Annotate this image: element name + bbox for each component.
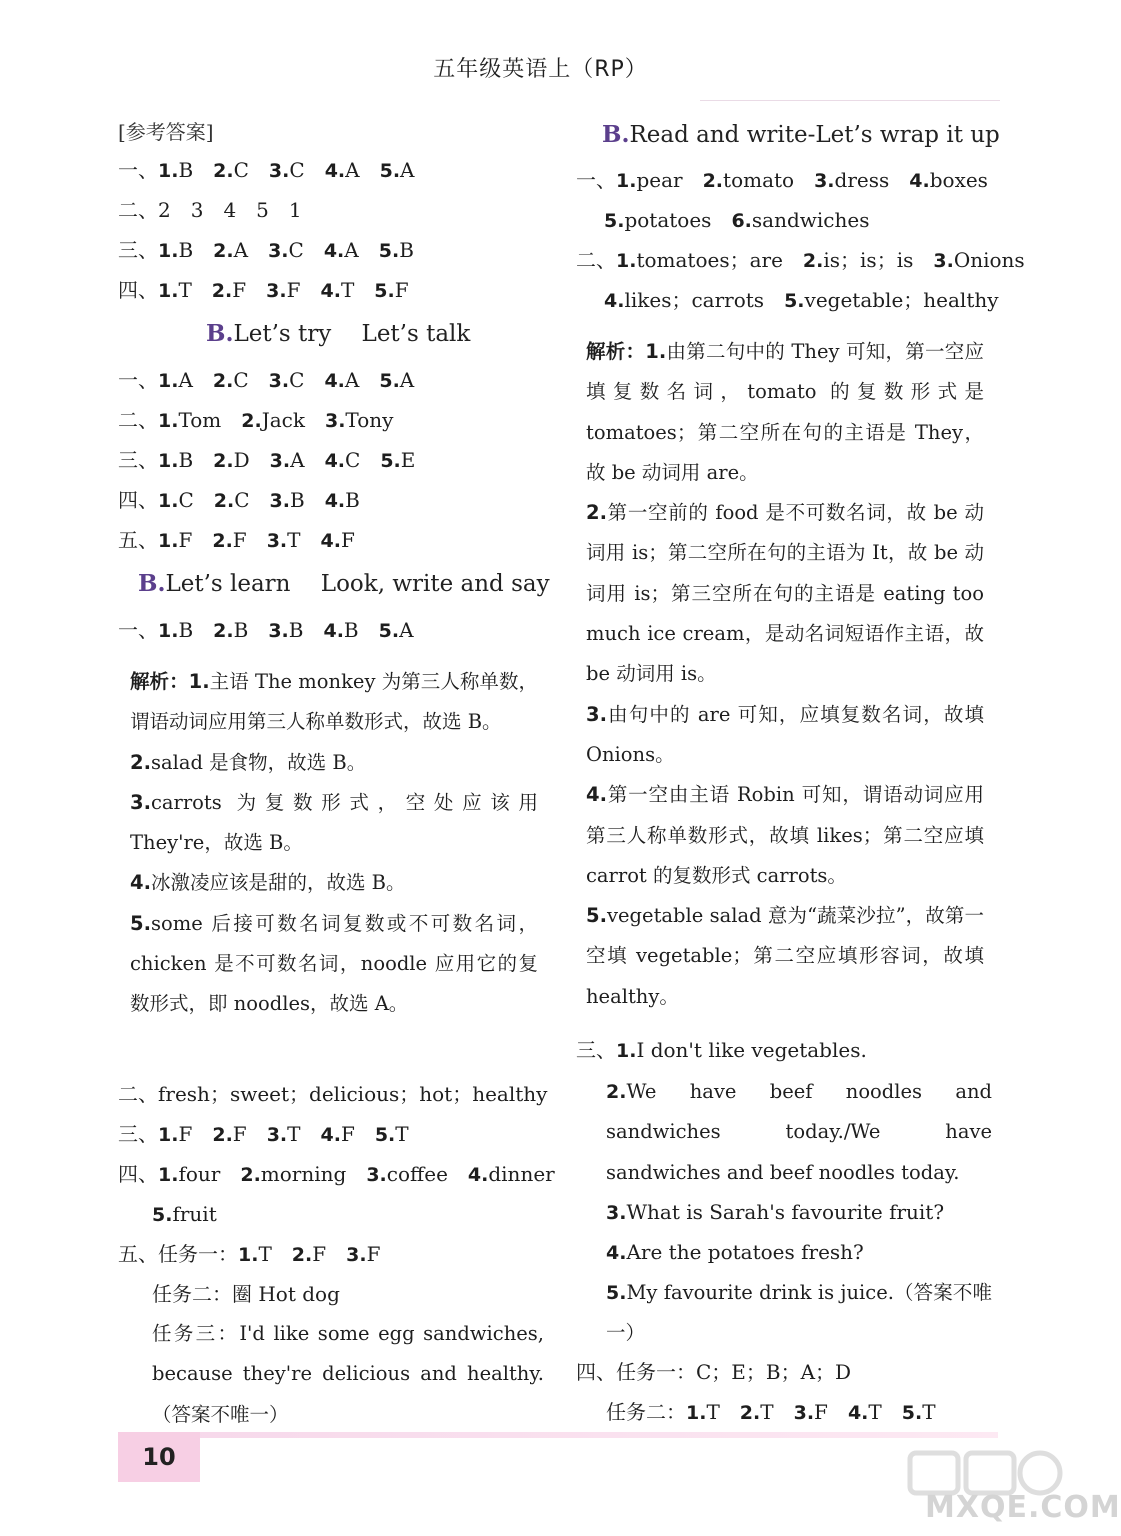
item-answer: F: [232, 1122, 247, 1146]
item-number: 2.: [702, 170, 724, 192]
item-number: 3.: [324, 410, 346, 432]
item-answer: F: [366, 1242, 381, 1266]
item-number: 4.: [604, 290, 625, 312]
item-number: 2.: [802, 250, 824, 272]
item-answer: T: [287, 1122, 301, 1146]
item-number: 4.: [467, 1164, 489, 1186]
answer-row: [118, 1234, 400, 1274]
item-number: 1.: [158, 1124, 179, 1146]
item-answer: A: [178, 368, 193, 392]
section-letter: B.: [206, 320, 234, 347]
item-number: 4.: [606, 1242, 627, 1264]
item-answer: B: [343, 618, 359, 642]
item-number: 5.: [374, 1124, 396, 1146]
row-prefix: 三、: [118, 448, 158, 472]
item-answer: tomatoes；are: [636, 248, 783, 272]
analysis-item: [586, 332, 984, 493]
item-answer: T: [922, 1400, 936, 1424]
answer-row: [576, 160, 1008, 200]
section-letter: B.: [602, 121, 630, 148]
item-number: 5.: [378, 240, 400, 262]
item-answer: T: [760, 1400, 774, 1424]
answer-row: [118, 400, 413, 440]
analysis-text: carrots 为复数形式，空处应该用 They're，故选 B。: [130, 790, 538, 855]
item-text: I don't like vegetables.: [636, 1038, 867, 1062]
item-answer: A: [399, 618, 414, 642]
row-prefix: 二、: [576, 248, 616, 272]
analysis-number: 2.: [130, 750, 151, 774]
row-prefix: 三、: [118, 1122, 158, 1146]
analysis-number: 4.: [586, 783, 607, 807]
item-answer: F: [232, 528, 247, 552]
row-prefix: 四、: [118, 488, 158, 512]
row-prefix: 二、: [118, 408, 158, 432]
item-answer: A: [345, 158, 360, 182]
page-number: 10: [142, 1443, 176, 1471]
item-number: 5.: [784, 290, 805, 312]
row-prefix: 三、: [118, 238, 158, 262]
analysis-item: [130, 863, 538, 903]
item-answer: F: [286, 278, 301, 302]
item-number: 1.: [158, 240, 179, 262]
item-number: 1.: [616, 1040, 637, 1062]
item-number: 1.: [616, 250, 637, 272]
item-number: 5.: [152, 1204, 173, 1226]
item-answer: F: [814, 1400, 828, 1424]
item-number: 2.: [211, 280, 233, 302]
item-answer: E: [400, 448, 416, 472]
item-answer: C: [234, 488, 250, 512]
item-answer: A: [399, 368, 415, 392]
item-answer: tomato: [723, 168, 795, 192]
item-number: 4.: [324, 450, 346, 472]
item-answer: A: [344, 238, 359, 262]
item-answer: F: [178, 528, 193, 552]
watermark-text: MXQE.COM: [925, 1490, 1121, 1525]
item-number: 5.: [604, 210, 625, 232]
row-prefix: 二、: [118, 198, 158, 222]
item-number: 3.: [266, 1124, 288, 1146]
item-number: 5.: [378, 620, 400, 642]
item-answer: likes；carrots: [624, 288, 765, 312]
answer-row: 二、fresh；sweet；delicious；hot；healthy: [118, 1082, 548, 1106]
answer-row: [118, 1114, 429, 1154]
section-title: Read and write-Let’s wrap it up: [629, 122, 1000, 148]
sentence-answer: [606, 1232, 864, 1272]
analysis-number: 3.: [130, 790, 151, 814]
item-answer: potatoes: [624, 208, 712, 232]
task-line: 任务三：I'd like some egg sandwiches, because they're delicious and healthy.（答案不唯一）: [152, 1322, 544, 1426]
answer-row: [118, 360, 434, 400]
item-number: 1.: [686, 1402, 707, 1424]
item-answer: F: [394, 278, 409, 302]
item-number: 4.: [320, 280, 341, 302]
section-heading: [602, 115, 1000, 155]
item-number: 4.: [323, 620, 344, 642]
item-answer: F: [312, 1242, 327, 1266]
item-text: What is Sarah's favourite fruit?: [626, 1200, 945, 1224]
item-answer: fruit: [172, 1202, 217, 1226]
item-answer: Tony: [345, 408, 394, 432]
item-number: 5.: [380, 450, 401, 472]
item-number: 5.: [379, 370, 400, 392]
answer-row: [118, 150, 435, 190]
sentence-answer: [606, 1072, 992, 1193]
item-answer: B: [178, 158, 194, 182]
analysis-block: [586, 332, 984, 1017]
item-number: 2.: [213, 160, 234, 182]
item-answer: sandwiches: [751, 208, 870, 232]
answer-row: [576, 1030, 867, 1070]
item-answer: B: [289, 488, 305, 512]
item-answer: F: [178, 1122, 193, 1146]
item-number: 2.: [739, 1402, 761, 1424]
item-answer: B: [399, 238, 414, 262]
item-answer: B: [178, 238, 194, 262]
item-answer: boxes: [929, 168, 988, 192]
answer-row: [118, 520, 375, 560]
item-answer: C: [178, 488, 194, 512]
item-number: 1.: [158, 490, 179, 512]
analysis-number: 3.: [586, 702, 607, 726]
item-number: 1.: [158, 280, 179, 302]
analysis-text: 由句中的 are 可知，应填复数名词，故填 Onions。: [586, 702, 984, 766]
item-number: 1.: [238, 1244, 259, 1266]
item-answer: vegetable；healthy: [804, 288, 999, 312]
item-text: Are the potatoes fresh?: [626, 1240, 864, 1264]
item-answer: F: [340, 528, 355, 552]
item-number: 2.: [241, 410, 262, 432]
item-answer: A: [290, 448, 305, 472]
item-answer: B: [233, 618, 249, 642]
item-number: 3.: [814, 170, 835, 192]
item-answer: T: [395, 1122, 409, 1146]
task-line: 任务二：圈 Hot dog: [152, 1282, 340, 1306]
item-answer: A: [344, 368, 360, 392]
row-prefix: 四、: [118, 1162, 158, 1186]
item-answer: F: [232, 278, 247, 302]
sentence-answer: [606, 1273, 992, 1354]
row-text: 2 3 4 5 1: [158, 198, 302, 222]
item-number: 1.: [158, 530, 179, 552]
analysis-item: [586, 695, 984, 776]
section-letter: B.: [138, 570, 166, 597]
item-answer: C: [289, 158, 305, 182]
item-answer: morning: [260, 1162, 347, 1186]
analysis-item: [130, 662, 538, 743]
answer-row: [576, 240, 1045, 280]
item-answer: Tom: [178, 408, 222, 432]
item-answer: C: [289, 368, 305, 392]
sentence-answer: [606, 1192, 944, 1232]
row-prefix: 一、: [118, 368, 158, 392]
answer-row: [604, 280, 1019, 320]
analysis-number: 5.: [586, 904, 607, 928]
item-number: 3.: [606, 1202, 627, 1224]
row-prefix: 三、: [576, 1038, 616, 1062]
answer-row: [118, 230, 434, 270]
header-rule: [700, 100, 1000, 101]
analysis-number: 2.: [586, 501, 607, 525]
item-number: 1.: [158, 450, 179, 472]
item-answer: four: [178, 1162, 221, 1186]
answer-row: [118, 190, 302, 230]
answer-row: [604, 200, 889, 240]
item-answer: Onions: [953, 248, 1025, 272]
item-number: 2.: [213, 620, 234, 642]
item-answer: is；is；is: [823, 248, 914, 272]
row-prefix: 任务二：: [606, 1400, 686, 1424]
analysis-text: 主语 The monkey 为第三人称单数，谓语动词应用第三人称单数形式，故选 B。: [130, 670, 538, 734]
item-answer: B: [178, 448, 194, 472]
item-answer: B: [345, 488, 360, 512]
item-answer: T: [287, 528, 301, 552]
item-number: 4.: [323, 240, 345, 262]
item-number: 2.: [240, 1164, 261, 1186]
item-answer: F: [340, 1122, 355, 1146]
item-number: 2.: [213, 490, 235, 512]
row-prefix: 五、任务一：: [118, 1242, 238, 1266]
item-answer: dress: [834, 168, 890, 192]
analysis-item: [130, 904, 538, 1025]
item-number: 5.: [901, 1402, 923, 1424]
answer-key-title: [参考答案]: [118, 120, 214, 144]
analysis-number: 4.: [130, 871, 151, 895]
analysis-text: 冰激凌应该是甜的，故选 B。: [150, 871, 406, 895]
item-number: 1.: [158, 160, 179, 182]
item-answer: C: [233, 368, 249, 392]
row-prefix: 一、: [118, 158, 158, 182]
analysis-label: 解析：: [130, 670, 189, 693]
analysis-item: [586, 896, 984, 1017]
analysis-item: [586, 493, 984, 694]
item-number: 1.: [158, 620, 179, 642]
answer-row: [118, 440, 435, 480]
section-title: Let’s learn Look, write and say: [165, 571, 550, 597]
section-heading: [138, 564, 550, 604]
answer-row: [606, 1392, 956, 1432]
analysis-number: 1.: [188, 670, 210, 693]
item-number: 4.: [847, 1402, 869, 1424]
answer-row: [118, 480, 380, 520]
item-answer: T: [258, 1242, 272, 1266]
analysis-text: salad 是食物，故选 B。: [150, 750, 367, 774]
item-text: We have beef noodles and sandwiches today./We have sandwiches and beef noodles today.: [606, 1080, 992, 1184]
item-answer: B: [178, 618, 194, 642]
item-number: 2.: [291, 1244, 313, 1266]
analysis-label: 解析：: [586, 340, 646, 363]
analysis-item: [130, 783, 538, 864]
section-heading: [206, 314, 470, 354]
item-number: 1.: [616, 170, 637, 192]
row-prefix: 四、: [118, 278, 158, 302]
answer-row: [118, 270, 429, 310]
row-prefix: 一、: [576, 168, 616, 192]
analysis-item: [586, 775, 984, 896]
row-prefix: 一、: [118, 618, 158, 642]
item-number: 3.: [268, 160, 290, 182]
item-number: 4.: [324, 370, 345, 392]
item-answer: C: [345, 448, 361, 472]
item-answer: pear: [636, 168, 683, 192]
item-number: 2.: [212, 530, 233, 552]
item-number: 5.: [374, 280, 395, 302]
item-number: 3.: [268, 240, 289, 262]
item-number: 4.: [320, 1124, 341, 1146]
item-answer: C: [233, 158, 249, 182]
item-number: 3.: [266, 530, 288, 552]
item-number: 3.: [366, 1164, 387, 1186]
analysis-text: vegetable salad 意为“蔬菜沙拉”，故第一空填 vegetable；第二空应填形容词，故填 healthy。: [586, 904, 984, 1008]
item-number: 3.: [793, 1402, 815, 1424]
item-answer: D: [233, 448, 250, 472]
item-number: 5.: [606, 1282, 627, 1304]
item-number: 1.: [158, 1164, 179, 1186]
item-answer: coffee: [386, 1162, 448, 1186]
item-number: 3.: [266, 280, 287, 302]
item-number: 3.: [269, 490, 290, 512]
analysis-text: 第一空前的 food 是不可数名词，故 be 动词用 is；第二空所在句的主语为 It，故 be 动词用 is；第三空所在句的主语是 eating too much ice cream，是动名词短语作主语，故 be 动词用 is。: [586, 501, 984, 686]
item-number: 3.: [346, 1244, 367, 1266]
analysis-block: [130, 662, 538, 1025]
item-answer: C: [288, 238, 304, 262]
item-answer: Jack: [261, 408, 305, 432]
page-header: 五年级英语上（RP）: [433, 57, 648, 82]
item-answer: T: [706, 1400, 720, 1424]
answer-row: 四、任务一：C；E；B；A；D: [576, 1360, 852, 1384]
item-number: 4.: [320, 530, 341, 552]
analysis-text: some 后接可数名词复数或不可数名词，chicken 是不可数名词，noodle 应用它的复数形式，即 noodles，故选 A。: [130, 911, 538, 1016]
item-number: 3.: [933, 250, 954, 272]
item-answer: T: [340, 278, 355, 302]
item-number: 3.: [268, 370, 290, 392]
analysis-number: 5.: [130, 911, 151, 935]
item-number: 2.: [212, 370, 234, 392]
item-number: 2.: [213, 240, 234, 262]
item-number: 4.: [324, 490, 346, 512]
item-number: 4.: [324, 160, 346, 182]
item-number: 6.: [731, 210, 752, 232]
item-number: 1.: [158, 410, 179, 432]
answer-row: [118, 610, 434, 650]
item-number: 3.: [268, 620, 289, 642]
item-answer: dinner: [488, 1162, 555, 1186]
item-number: 2.: [606, 1081, 627, 1103]
item-answer: B: [288, 618, 304, 642]
analysis-item: [130, 743, 538, 783]
item-number: 1.: [158, 370, 179, 392]
analysis-number: 1.: [645, 340, 667, 363]
item-number: 2.: [212, 1124, 233, 1146]
answer-row: [152, 1194, 237, 1234]
item-answer: T: [868, 1400, 882, 1424]
item-number: 2.: [213, 450, 234, 472]
item-text: My favourite drink is juice.（答案不唯一）: [606, 1281, 992, 1345]
answer-row: [118, 1154, 575, 1194]
section-title: Let’s try Let’s talk: [233, 321, 471, 347]
row-prefix: 五、: [118, 528, 158, 552]
analysis-text: 第一空由主语 Robin 可知，谓语动词应用第三人称单数形式，故填 likes；第二空应填 carrot 的复数形式 carrots。: [586, 783, 984, 887]
item-answer: A: [233, 238, 249, 262]
item-answer: A: [400, 158, 415, 182]
analysis-text: 由第二句中的 They 可知，第一空应填复数名词，tomato 的复数形式是 tomatoes；第二空所在句的主语是 They，故 be 动词用 are。: [586, 340, 984, 484]
page-number-box: [118, 1432, 200, 1482]
item-number: 3.: [269, 450, 291, 472]
item-answer: T: [178, 278, 192, 302]
item-number: 4.: [909, 170, 930, 192]
item-number: 5.: [379, 160, 401, 182]
footer-bar: [118, 1432, 998, 1438]
